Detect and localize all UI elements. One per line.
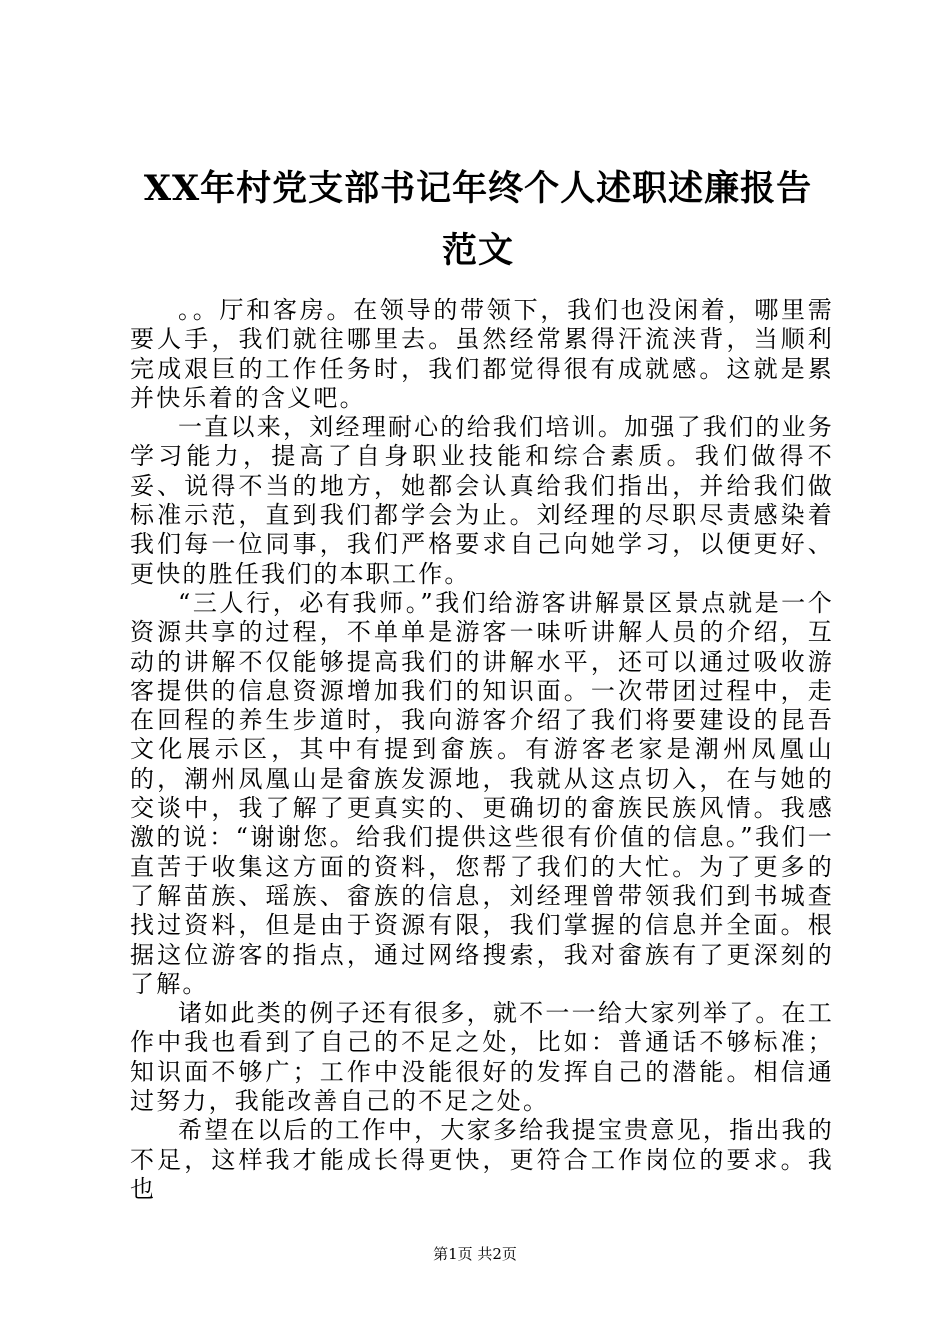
paragraph: 一直以来，刘经理耐心的给我们培训。加强了我们的业务学习能力，提高了自身职业技能和综合素质。我们做得不妥、说得不当的地方，她都会认真给我们指出，并给我们做标准示范，直到我们都学会为止。刘经理的尽职尽责感染着我们每一位同事，我们严格要求自己向她学习，以便更好、更快的胜任我们的本职工作。	[130, 413, 834, 588]
paragraph: 诸如此类的例子还有很多，就不一一给大家列举了。在工作中我也看到了自己的不足之处，比如：普通话不够标准；知识面不够广；工作中没能很好的发挥自己的潜能。相信通过努力，我能改善自己的不足之处。	[130, 999, 834, 1116]
paragraph: 。。厅和客房。在领导的带领下，我们也没闲着，哪里需要人手，我们就往哪里去。虽然经常累得汗流浃背，当顺利完成艰巨的工作任务时，我们都觉得很有成就感。这就是累并快乐着的含义吧。	[130, 296, 834, 412]
document-body	[130, 296, 834, 1204]
page-number-footer: 第1页 共2页	[433, 1245, 517, 1263]
paragraph: 希望在以后的工作中，大家多给我提宝贵意见，指出我的不足，这样我才能成长得更快，更符合工作岗位的要求。我也	[130, 1116, 834, 1203]
paragraph: “三人行，必有我师。”我们给游客讲解景区景点就是一个资源共享的过程，不单单是游客一味听讲解人员的介绍，互动的讲解不仅能够提高我们的讲解水平，还可以通过吸收游客提供的信息资源增加我们的知识面。一次带团过程中，走在回程的养生步道时，我向游客介绍了我们将要建设的昆吾文化展示区，其中有提到畲族。有游客老家是潮州凤凰山的，潮州凤凰山是畲族发源地，我就从这点切入，在与她的交谈中，我了解了更真实的、更确切的畲族民族风情。我感激的说：“谢谢您。给我们提供这些很有价值的信息。”我们一直苦于收集这方面的资料，您帮了我们的大忙。为了更多的了解苗族、瑶族、畲族的信息，刘经理曾带领我们到书城查找过资料，但是由于资源有限，我们掌握的信息并全面。根据这位游客的指点，通过网络搜索，我对畲族有了更深刻的了解。	[130, 588, 834, 998]
document-title: XX年村党支部书记年终个人述职述廉报告范文	[143, 168, 813, 271]
